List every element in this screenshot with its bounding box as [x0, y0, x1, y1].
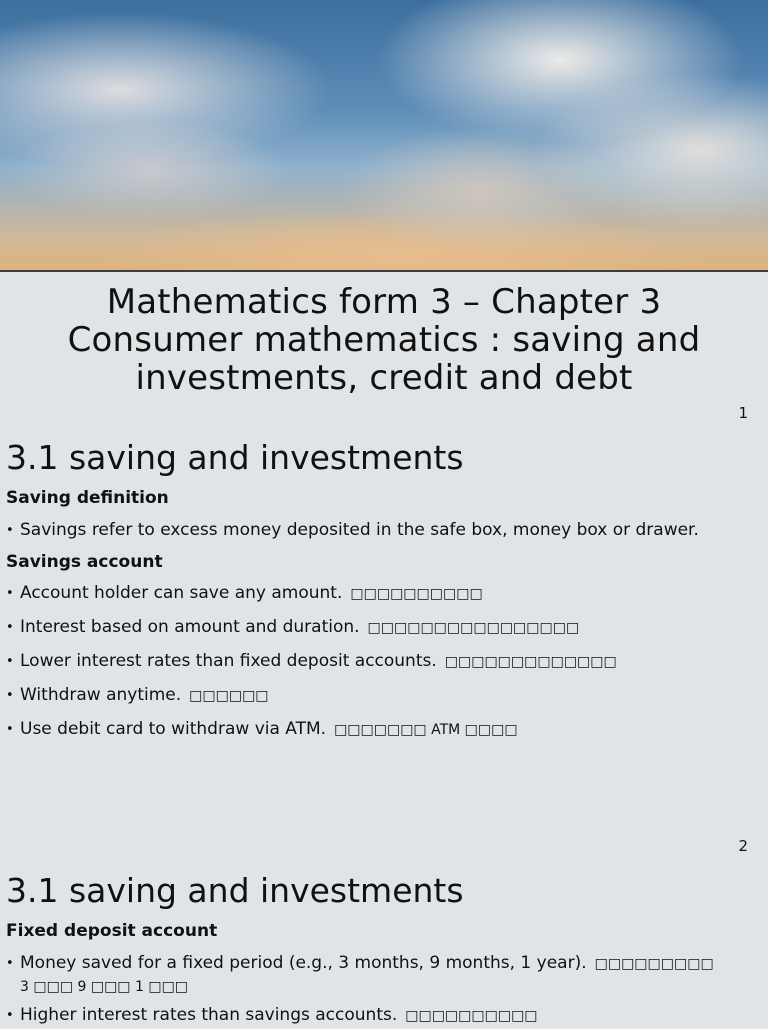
title-line-1: Mathematics form 3 – Chapter 3 — [106, 282, 662, 322]
title-line-2: Consumer mathematics : saving and — [67, 320, 701, 360]
list-item: • Savings refer to excess money deposited in the safe box, money box or drawer. — [6, 518, 762, 543]
bullet-list — [6, 518, 762, 543]
list-item: • Money saved for a fixed period (e.g., 3 months, 9 months, 1 year). □□□□□□□□□ 3 □□□ 9 □□□ 1 □□□ — [6, 951, 762, 997]
list-item: • Account holder can save any amount. □□□□□□□□□□ — [6, 581, 762, 607]
cloudy-sky-header-image — [0, 0, 768, 270]
subhead-fixed-deposit: Fixed deposit account — [6, 921, 218, 941]
list-item: • Interest based on amount and duration. □□□□□□□□□□□□□□□□ — [6, 615, 762, 641]
list-item: • Withdraw anytime. □□□□□□ — [6, 683, 762, 709]
bullet-list — [6, 581, 762, 743]
section-heading: 3.1 saving and investments — [6, 871, 464, 910]
list-item: • Lower interest rates than fixed deposit accounts. □□□□□□□□□□□□□ — [6, 649, 762, 675]
chapter-title — [0, 283, 768, 397]
subhead-saving-definition: Saving definition — [6, 488, 169, 508]
bullet-list — [6, 951, 762, 1029]
page-number: 1 — [738, 404, 748, 422]
title-line-3: investments, credit and debt — [135, 358, 633, 398]
section-heading: 3.1 saving and investments — [6, 438, 464, 477]
header-divider — [0, 270, 768, 272]
list-item: • Use debit card to withdraw via ATM. □□□□□□□ ATM □□□□ — [6, 717, 762, 743]
section-page-2 — [6, 871, 762, 1029]
section-page-1 — [6, 438, 762, 743]
page-number: 2 — [738, 837, 748, 855]
list-item: • Higher interest rates than savings accounts. □□□□□□□□□□ — [6, 1003, 762, 1029]
subhead-savings-account: Savings account — [6, 552, 163, 572]
